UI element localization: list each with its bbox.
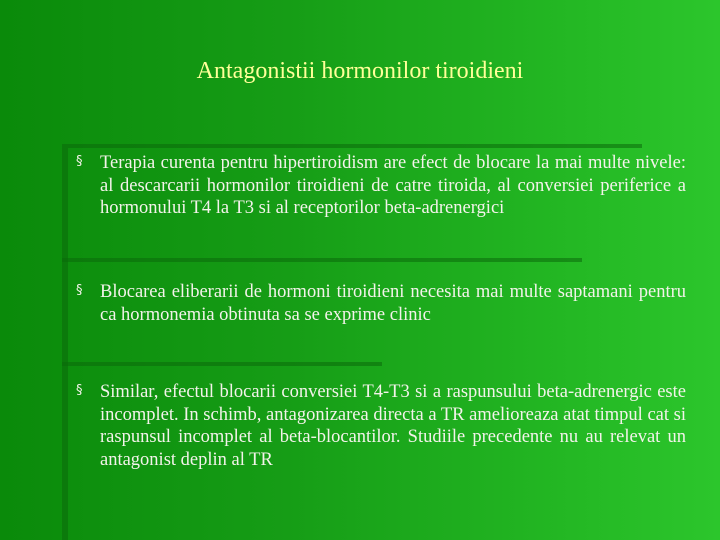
bullet-text: Terapia curenta pentru hipertiroidism are efect de blocare la mai multe nivele: al descarcarii hormonilor tiroidieni de catre tiroida, al conversiei periferice a hormonului T4 la T3 si al receptorilor beta-adrenergici [100,153,686,218]
bullet-text: Blocarea eliberarii de hormoni tiroidieni necesita mai multe saptamani pentru ca hormonemia obtinuta sa se exprime clinic [100,282,686,325]
bullet-marker: § [76,283,83,298]
bullet-item-1 [76,152,686,220]
accent-bar-left [62,148,68,540]
bullet-marker: § [76,154,83,169]
bullet-item-3 [76,381,686,471]
bullet-text: Similar, efectul blocarii conversiei T4-T3 si a raspunsului beta-adrenergic este incomplet. In schimb, antagonizarea directa a TR amelioreaza atat timpul cat si raspunsul incomplet al beta-blocantilor. Studiile precedente nu au relevat un antagonist deplin al TR [100,382,686,470]
accent-line-middle [62,258,582,262]
slide-title: Antagonistii hormonilor tiroidieni [196,58,524,84]
accent-line-top [62,144,642,148]
bullet-marker: § [76,383,83,398]
bullet-item-2 [76,281,686,326]
accent-line-lower [62,362,382,366]
